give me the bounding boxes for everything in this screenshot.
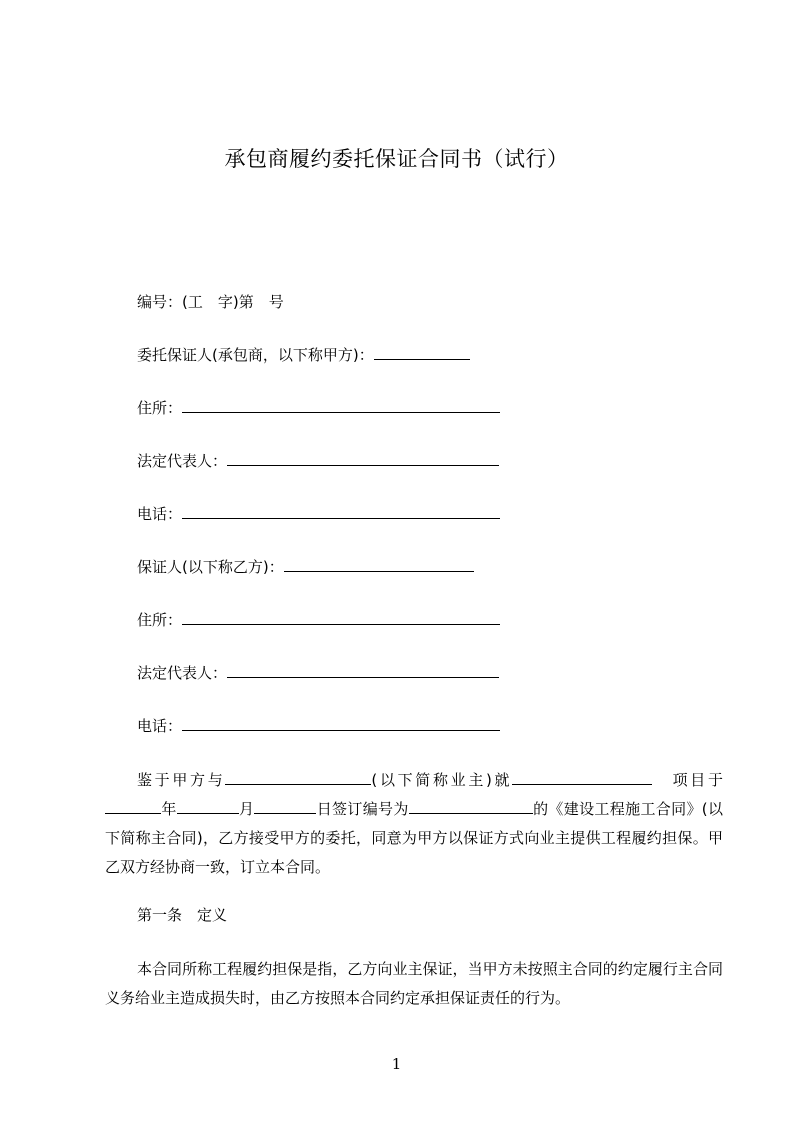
preamble-paragraph [105, 766, 723, 882]
guarantor-rep-label: 法定代表人： [137, 664, 228, 682]
preamble-text-1: 鉴于甲方与 [137, 771, 226, 789]
principal-field [137, 345, 470, 365]
page-number: 1 [391, 1055, 402, 1073]
principal-address-blank [182, 398, 500, 413]
preamble-text-3: 项目于 [672, 771, 723, 789]
guarantor-field [137, 557, 474, 577]
principal-address-field [137, 398, 500, 418]
preamble-text-5: 月 [238, 800, 255, 818]
guarantor-phone-blank [182, 716, 500, 731]
guarantor-rep-blank [227, 663, 499, 678]
guarantor-label: 保证人(以下称乙方)： [137, 558, 284, 576]
article-1-body: 本合同所称工程履约担保是指，乙方向业主保证，当甲方未按照主合同的约定履行主合同义务给业主造成损失时，由乙方按照本合同约定承担保证责任的行为。 [105, 960, 723, 1007]
principal-phone-blank [182, 504, 500, 519]
principal-label: 委托保证人(承包商，以下称甲方)： [137, 346, 374, 364]
guarantor-blank [284, 557, 474, 572]
preamble-text-7: 的《建设工程施工合同》(以下简称主合同)，乙方接受甲方的委托，同意为甲方以保证方式向业主提供工程履约担保。甲乙双方经协商一致，订立本合同。 [105, 800, 723, 876]
contract-number-blank [409, 799, 533, 814]
year-blank [105, 799, 161, 814]
preamble-text-2: (以下简称业主)就 [371, 771, 513, 789]
day-blank [254, 799, 316, 814]
contract-number-label: 编号：(工 字)第 号 [137, 293, 284, 311]
principal-phone-label: 电话： [137, 505, 183, 523]
principal-blank [374, 345, 470, 360]
guarantor-address-blank [182, 610, 500, 625]
principal-rep-blank [227, 451, 499, 466]
guarantor-phone-label: 电话： [137, 717, 183, 735]
guarantor-phone-field [137, 716, 500, 736]
article-1-heading: 第一条 定义 [137, 906, 228, 924]
principal-address-label: 住所： [137, 399, 183, 417]
project-blank [512, 770, 652, 785]
preamble-text-4: 年 [161, 800, 177, 818]
guarantor-address-label: 住所： [137, 611, 183, 629]
document-title: 承包商履约委托保证合同书（试行） [224, 147, 569, 171]
month-blank [177, 799, 239, 814]
guarantor-address-field [137, 610, 500, 630]
preamble-text-6: 日签订编号为 [316, 800, 409, 818]
contract-number-line [137, 292, 284, 312]
principal-phone-field [137, 504, 500, 524]
guarantor-rep-field [137, 663, 499, 683]
owner-blank [225, 770, 371, 785]
principal-rep-label: 法定代表人： [137, 452, 228, 470]
principal-rep-field [137, 451, 499, 471]
